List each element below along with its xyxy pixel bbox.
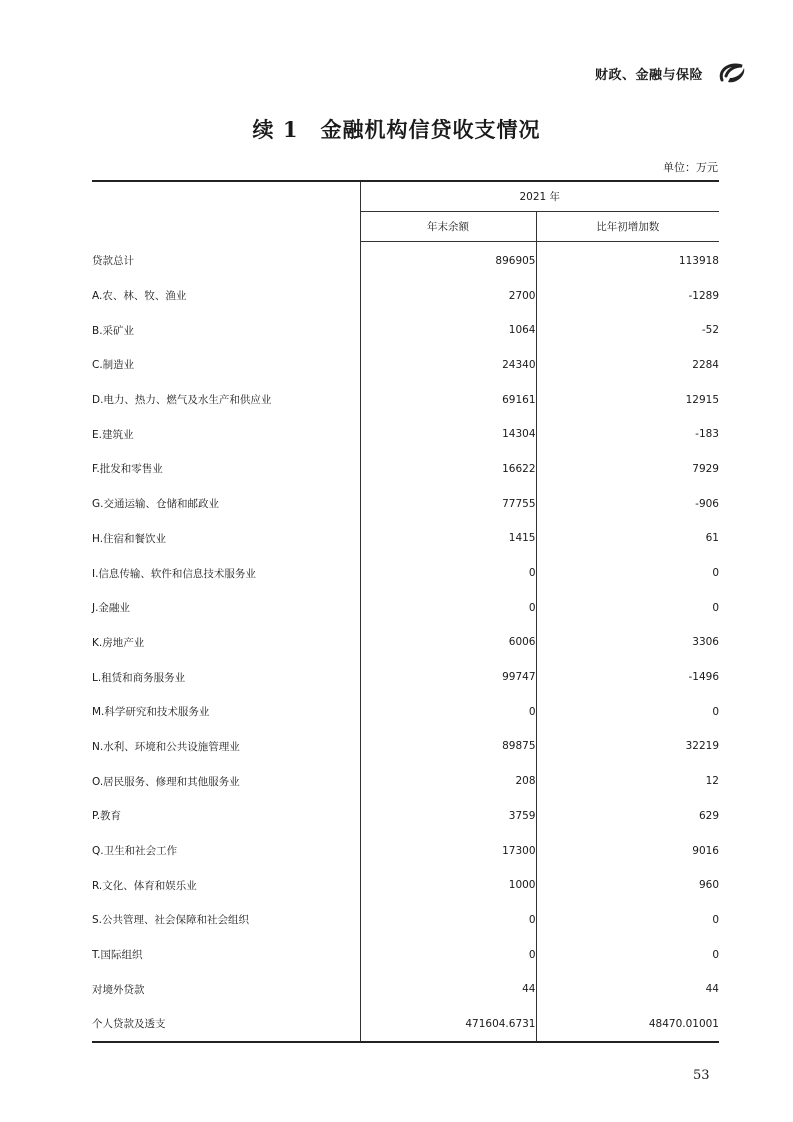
year-end-balance: 896905	[360, 242, 536, 279]
unit-label: 单位：万元	[663, 161, 718, 174]
row-label: A.农、林、牧、渔业	[92, 290, 187, 303]
table-row	[92, 868, 719, 903]
row-label: M.科学研究和技术服务业	[92, 706, 210, 719]
table-row	[92, 799, 719, 834]
year-end-balance: 6006	[360, 625, 536, 660]
year-end-balance: 99747	[360, 660, 536, 695]
row-label: C.制造业	[92, 359, 135, 372]
increase-since-start: -906	[536, 486, 719, 521]
table-row	[92, 486, 719, 521]
increase-since-start: 113918	[536, 242, 719, 279]
table-row	[92, 452, 719, 487]
increase-since-start: 0	[536, 694, 719, 729]
row-label: 贷款总计	[92, 255, 134, 268]
increase-since-start: 0	[536, 556, 719, 591]
year-end-balance: 17300	[360, 833, 536, 868]
table-row	[92, 417, 719, 452]
increase-since-start: -183	[536, 417, 719, 452]
leaf-swirl-icon	[716, 60, 748, 86]
table-row	[92, 764, 719, 799]
table-row	[92, 313, 719, 348]
row-label: O.居民服务、修理和其他服务业	[92, 775, 240, 788]
increase-since-start: 960	[536, 868, 719, 903]
year-end-balance: 0	[360, 556, 536, 591]
year-end-balance: 1000	[360, 868, 536, 903]
year-end-balance: 1064	[360, 313, 536, 348]
increase-since-start: 3306	[536, 625, 719, 660]
year-end-balance: 0	[360, 903, 536, 938]
year-end-balance: 89875	[360, 729, 536, 764]
table-row	[92, 972, 719, 1007]
year-end-balance: 69161	[360, 382, 536, 417]
table-body	[92, 242, 719, 1043]
increase-since-start: 7929	[536, 452, 719, 487]
year-end-balance: 0	[360, 937, 536, 972]
increase-since-start: 48470.01001	[536, 1007, 719, 1043]
year-end-balance: 208	[360, 764, 536, 799]
table-row	[92, 660, 719, 695]
increase-since-start: -52	[536, 313, 719, 348]
stub-header	[92, 181, 360, 242]
increase-since-start: 9016	[536, 833, 719, 868]
increase-since-start: 12	[536, 764, 719, 799]
row-label: 对境外贷款	[92, 983, 145, 996]
increase-since-start: 44	[536, 972, 719, 1007]
table-row	[92, 694, 719, 729]
table-row	[92, 625, 719, 660]
year-end-balance: 44	[360, 972, 536, 1007]
table-row	[92, 833, 719, 868]
row-label: K.房地产业	[92, 636, 145, 649]
increase-since-start: 0	[536, 590, 719, 625]
row-label: R.文化、体育和娱乐业	[92, 879, 197, 892]
year-end-balance: 14304	[360, 417, 536, 452]
row-label: N.水利、环境和公共设施管理业	[92, 740, 240, 753]
table-row	[92, 937, 719, 972]
year-end-balance: 471604.6731	[360, 1007, 536, 1043]
row-label: Q.卫生和社会工作	[92, 845, 178, 858]
row-label: I.信息传输、软件和信息技术服务业	[92, 567, 256, 580]
table-row	[92, 729, 719, 764]
year-end-balance: 77755	[360, 486, 536, 521]
year-end-balance: 3759	[360, 799, 536, 834]
increase-since-start: 32219	[536, 729, 719, 764]
row-label: D.电力、热力、燃气及水生产和供应业	[92, 394, 272, 407]
table-row	[92, 242, 719, 279]
increase-since-start: 0	[536, 903, 719, 938]
row-label: E.建筑业	[92, 428, 134, 441]
row-label: B.采矿业	[92, 324, 135, 337]
year-end-balance: 16622	[360, 452, 536, 487]
table-row	[92, 590, 719, 625]
year-end-balance: 0	[360, 590, 536, 625]
table-row	[92, 278, 719, 313]
year-end-balance: 2700	[360, 278, 536, 313]
year-header: 2021 年	[360, 181, 719, 212]
table-row	[92, 348, 719, 383]
increase-since-start: 2284	[536, 348, 719, 383]
row-label: S.公共管理、社会保障和社会组织	[92, 914, 250, 927]
page-title: 续 1 金融机构信贷收支情况	[252, 117, 541, 142]
increase-since-start: 629	[536, 799, 719, 834]
section-header: 财政、金融与保险	[594, 68, 703, 83]
increase-since-start: 61	[536, 521, 719, 556]
credit-table	[92, 180, 719, 1043]
col-header-balance: 年末余额	[360, 212, 536, 242]
year-end-balance: 0	[360, 694, 536, 729]
increase-since-start: 0	[536, 937, 719, 972]
table-row	[92, 556, 719, 591]
row-label: J.金融业	[92, 602, 130, 615]
year-end-balance: 1415	[360, 521, 536, 556]
row-label: F.批发和零售业	[92, 463, 163, 476]
col-header-increase: 比年初增加数	[536, 212, 719, 242]
row-label: H.住宿和餐饮业	[92, 532, 167, 545]
increase-since-start: -1289	[536, 278, 719, 313]
row-label: T.国际组织	[92, 949, 143, 962]
page-number: 53	[693, 1068, 710, 1083]
row-label: L.租赁和商务服务业	[92, 671, 186, 684]
increase-since-start: -1496	[536, 660, 719, 695]
row-label: G.交通运输、仓储和邮政业	[92, 498, 219, 511]
table-row	[92, 1007, 719, 1043]
table-row	[92, 521, 719, 556]
table-row	[92, 382, 719, 417]
year-end-balance: 24340	[360, 348, 536, 383]
row-label: 个人贷款及透支	[92, 1018, 166, 1031]
row-label: P.教育	[92, 810, 122, 823]
table-row	[92, 903, 719, 938]
increase-since-start: 12915	[536, 382, 719, 417]
